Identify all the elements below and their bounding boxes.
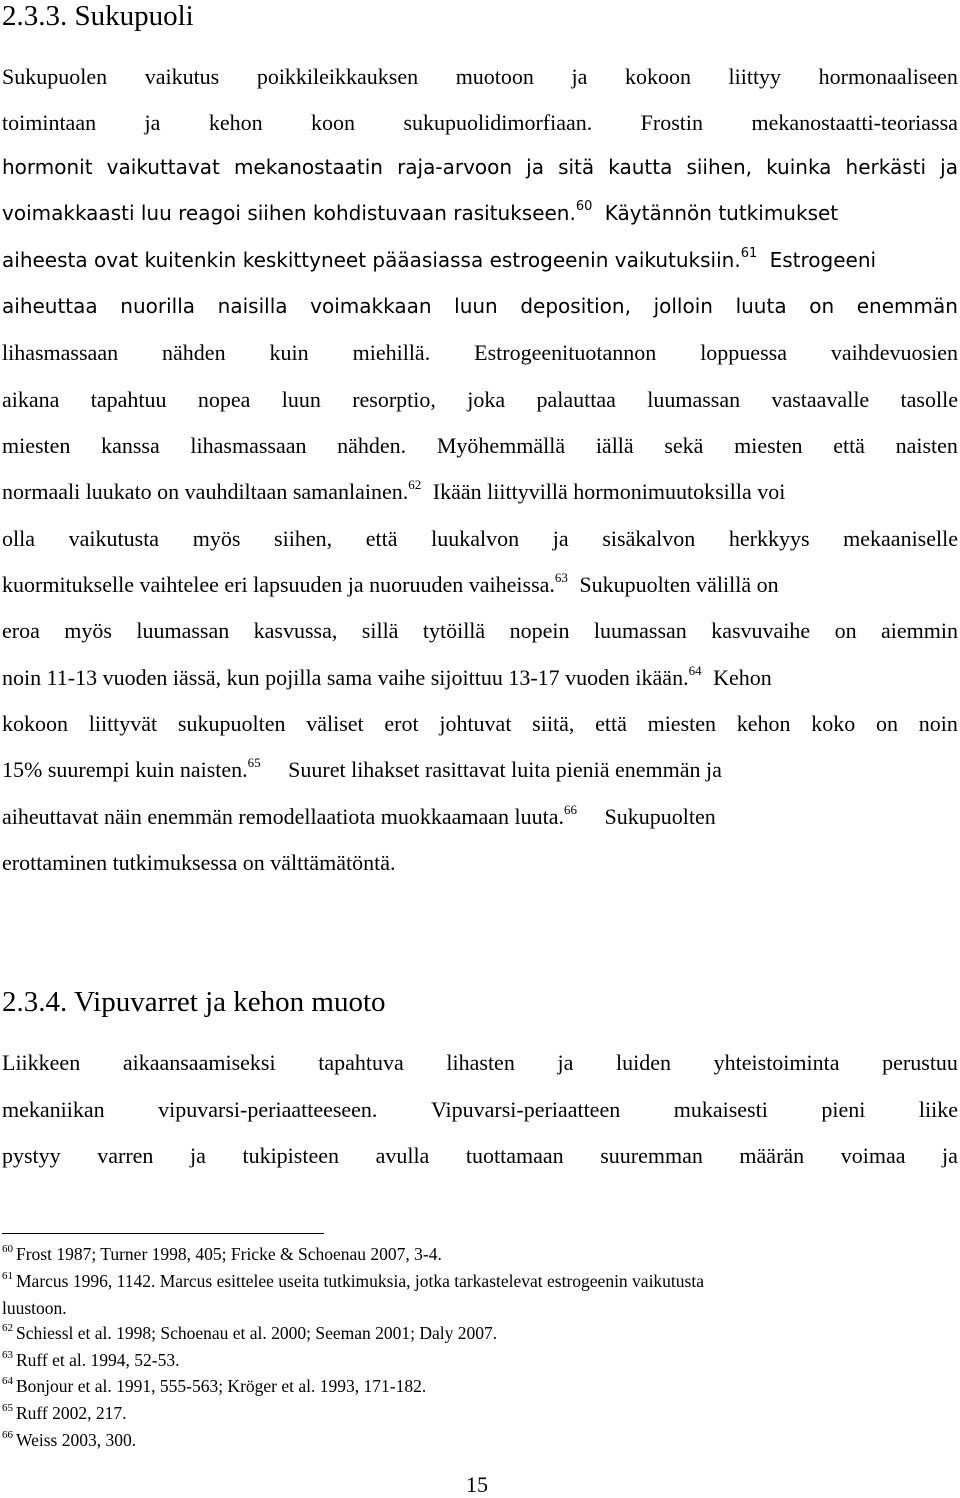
paragraph-line-21: pystyy varren ja tukipisteen avulla tuottamaan suuremman määrän voimaa ja (2, 1143, 958, 1168)
footnote-number: 63 (2, 1349, 13, 1362)
paragraph-line-18: erottaminen tutkimuksessa on välttämätöntä. (2, 850, 396, 875)
text-span: normaali luukato on vauhdiltaan samanlainen. (2, 479, 409, 504)
paragraph-line-20: mekaniikan vipuvarsi-periaatteeseen. Vipuvarsi-periaatteen mukaisesti pieni liike (2, 1097, 958, 1122)
paragraph-line-10 (2, 476, 958, 505)
paragraph-line-3: hormonit vaikuttavat mekanostaatin raja-arvoon ja sitä kautta siihen, kuinka herkästi ja (2, 155, 958, 179)
footnote-ref-63[interactable]: 63 (554, 569, 568, 585)
text-span: kuormitukselle vaihtelee eri lapsuuden ja nuoruuden vaiheissa. (2, 572, 555, 597)
footnote-66 (2, 1430, 136, 1451)
footnote-text: Ruff et al. 1994, 52-53. (16, 1350, 180, 1370)
footnote-number: 64 (2, 1375, 13, 1388)
paragraph-line-12 (2, 569, 958, 598)
section-heading-sukupuoli: 2.3.3. Sukupuoli (2, 0, 194, 32)
footnote-text: Weiss 2003, 300. (16, 1430, 137, 1450)
footnote-text: Schiessl et al. 1998; Schoenau et al. 2000; Seeman 2001; Daly 2007. (16, 1323, 498, 1343)
footnote-62 (2, 1323, 497, 1344)
paragraph-line-5 (2, 248, 958, 272)
paragraph-line-7: lihasmassaan nähden kuin miehillä. Estrogeenituotannon loppuessa vaihdevuosien (2, 340, 958, 365)
footnote-number: 60 (2, 1243, 13, 1256)
paragraph-line-1 (2, 64, 958, 90)
footnote-text: Ruff 2002, 217. (16, 1403, 127, 1423)
text-span: Ikään liittyvillä hormonimuutoksilla voi (432, 479, 786, 504)
footnote-number: 62 (2, 1322, 13, 1335)
paragraph-line-13: eroa myös luumassan kasvussa, sillä tytöillä nopein luumassan kasvuvaihe on aiemmin (2, 618, 958, 643)
paragraph-line-6: aiheuttaa nuorilla naisilla voimakkaan luun deposition, jolloin luuta on enemmän (2, 294, 958, 318)
footnote-ref-62[interactable]: 62 (408, 476, 422, 492)
paragraph-line-17 (2, 801, 958, 830)
footnote-text: Frost 1987; Turner 1998, 405; Fricke & Schoenau 2007, 3-4. (16, 1244, 442, 1264)
page-number: 15 (466, 1472, 488, 1497)
text-span: noin 11-13 vuoden iässä, kun pojilla sama vaihe sijoittuu 13-17 vuoden ikään. (2, 665, 689, 690)
footnote-ref-60[interactable]: 60 (575, 199, 593, 215)
footnote-ref-66[interactable]: 66 (564, 801, 577, 817)
footnote-61-continued: luustoon. (2, 1298, 67, 1318)
footnote-text: Bonjour et al. 1991, 555-563; Kröger et al. 1993, 171-182. (16, 1376, 427, 1396)
paragraph-line-14 (2, 662, 958, 691)
text-span: Sukupuolten (604, 804, 716, 829)
footnote-number: 65 (2, 1402, 13, 1415)
text-span: Estrogeeni (769, 248, 877, 272)
paragraph-line-16 (2, 754, 958, 783)
footnote-ref-65[interactable]: 65 (247, 754, 261, 770)
footnote-number: 61 (2, 1270, 13, 1283)
paragraph-line-15: kokoon liittyvät sukupuolten väliset erot johtuvat siitä, että miesten kehon koko on noin (2, 711, 958, 736)
paragraph-line-11: olla vaikutusta myös siihen, että luukalvon ja sisäkalvon herkkyys mekaaniselle (2, 526, 958, 551)
paragraph-line-19: Liikkeen aikaansaamiseksi tapahtuva lihasten ja luiden yhteistoiminta perustuu (2, 1050, 958, 1075)
footnote-64 (2, 1376, 426, 1397)
text-span: aiheesta ovat kuitenkin keskittyneet pääasiassa estrogeenin vaikutuksiin. (2, 248, 741, 272)
paragraph-line-4 (2, 201, 958, 225)
paragraph-line-8: aikana tapahtuu nopea luun resorptio, joka palauttaa luumassan vastaavalle tasolle (2, 387, 958, 412)
text-span: Käytännön tutkimukset (604, 201, 839, 225)
text-span: Sukupuolten välillä on (579, 572, 779, 597)
text-span: Kehon (713, 665, 772, 690)
text-span: Suuret lihakset rasittavat luita pieniä enemmän ja (288, 757, 722, 782)
footnote-61 (2, 1271, 704, 1292)
text-span: 15% suurempi kuin naisten. (2, 757, 248, 782)
section-heading-vipuvarret: 2.3.4. Vipuvarret ja kehon muoto (2, 986, 386, 1018)
footnote-63 (2, 1350, 179, 1371)
footnote-ref-61[interactable]: 61 (740, 246, 758, 262)
text-span: aiheuttavat näin enemmän remodellaatiota muokkaamaan luuta. (2, 804, 564, 829)
footnote-number: 66 (2, 1429, 13, 1442)
paragraph-line-2: toimintaan ja kehon koon sukupuolidimorfiaan. Frostin mekanostaatti-teoriassa (2, 110, 958, 135)
footnote-divider (2, 1233, 324, 1234)
footnote-text: Marcus 1996, 1142. Marcus esittelee useita tutkimuksia, jotka tarkastelevat estrogeenin vaikutusta (16, 1271, 704, 1291)
footnote-60 (2, 1244, 442, 1265)
text-span: voimakkaasti luu reagoi siihen kohdistuvaan rasitukseen. (2, 201, 576, 225)
footnote-ref-64[interactable]: 64 (688, 662, 702, 678)
footnote-65 (2, 1403, 127, 1424)
text-span: Sukupuolen vaikutus poikkileikkauksen muotoon ja kokoon liittyy hormonaaliseen (2, 64, 958, 89)
paragraph-line-9: miesten kanssa lihasmassaan nähden. Myöhemmällä iällä sekä miesten että naisten (2, 433, 958, 458)
